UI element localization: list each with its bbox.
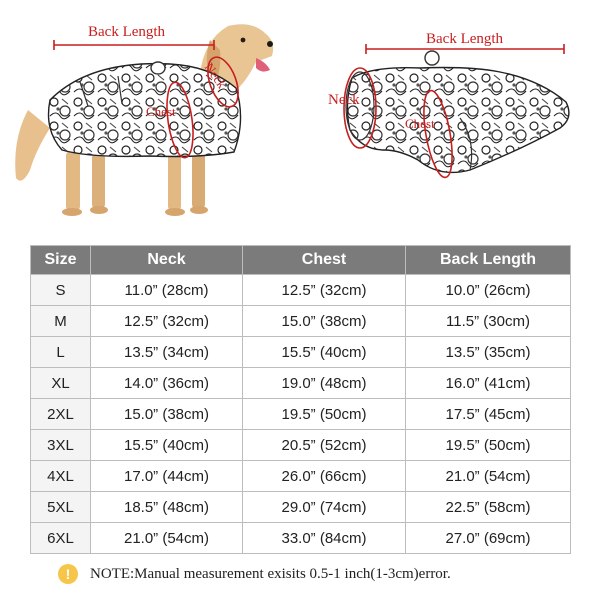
back-length-cell: 10.0” (26cm) xyxy=(406,275,571,306)
neck-cell: 12.5” (32cm) xyxy=(91,306,243,337)
back-length-cell: 11.5” (30cm) xyxy=(406,306,571,337)
table-row xyxy=(31,399,571,430)
coat-figure xyxy=(346,51,569,172)
table-row xyxy=(31,306,571,337)
chest-cell: 20.5” (52cm) xyxy=(243,430,406,461)
size-cell: 6XL xyxy=(31,523,91,554)
size-cell: 4XL xyxy=(31,461,91,492)
back-length-cell: 22.5” (58cm) xyxy=(406,492,571,523)
chest-cell: 15.5” (40cm) xyxy=(243,337,406,368)
measurement-note xyxy=(58,562,451,586)
chest-cell: 29.0” (74cm) xyxy=(243,492,406,523)
header-back-length: Back Length xyxy=(406,246,571,275)
back-length-cell: 13.5” (35cm) xyxy=(406,337,571,368)
chest-label-dog: Chest xyxy=(146,104,176,119)
chest-cell: 15.0” (38cm) xyxy=(243,306,406,337)
size-cell: L xyxy=(31,337,91,368)
neck-cell: 14.0” (36cm) xyxy=(91,368,243,399)
note-text: NOTE:Manual measurement exisits 0.5-1 inch(1-3cm)error. xyxy=(90,565,451,582)
neck-cell: 15.0” (38cm) xyxy=(91,399,243,430)
table-row xyxy=(31,523,571,554)
table-row xyxy=(31,492,571,523)
size-cell: S xyxy=(31,275,91,306)
table-row xyxy=(31,337,571,368)
exclamation-icon: ! xyxy=(58,564,78,584)
size-cell: M xyxy=(31,306,91,337)
back-length-label-coat: Back Length xyxy=(426,31,504,47)
neck-cell: 11.0” (28cm) xyxy=(91,275,243,306)
size-chart xyxy=(30,245,570,547)
table-row xyxy=(31,461,571,492)
neck-label-coat: Neck xyxy=(328,92,360,108)
back-length-cell: 16.0” (41cm) xyxy=(406,368,571,399)
size-cell: 2XL xyxy=(31,399,91,430)
header-chest: Chest xyxy=(243,246,406,275)
neck-cell: 13.5” (34cm) xyxy=(91,337,243,368)
chest-cell: 26.0” (66cm) xyxy=(243,461,406,492)
table-row xyxy=(31,430,571,461)
size-cell: 3XL xyxy=(31,430,91,461)
back-length-label-dog: Back Length xyxy=(88,24,166,40)
neck-label-dog: Neck xyxy=(201,60,230,92)
chest-cell: 33.0” (84cm) xyxy=(243,523,406,554)
header-neck: Neck xyxy=(91,246,243,275)
neck-cell: 15.5” (40cm) xyxy=(91,430,243,461)
back-length-cell: 17.5” (45cm) xyxy=(406,399,571,430)
neck-cell: 18.5” (48cm) xyxy=(91,492,243,523)
size-cell: XL xyxy=(31,368,91,399)
chest-cell: 19.0” (48cm) xyxy=(243,368,406,399)
chest-cell: 12.5” (32cm) xyxy=(243,275,406,306)
chest-cell: 19.5” (50cm) xyxy=(243,399,406,430)
table-row xyxy=(31,275,571,306)
neck-cell: 17.0” (44cm) xyxy=(91,461,243,492)
back-length-cell: 19.5” (50cm) xyxy=(406,430,571,461)
table-row xyxy=(31,368,571,399)
chest-label-coat: Chest xyxy=(405,116,435,131)
dog-figure xyxy=(15,24,273,216)
size-cell: 5XL xyxy=(31,492,91,523)
back-length-cell: 21.0” (54cm) xyxy=(406,461,571,492)
neck-cell: 21.0” (54cm) xyxy=(91,523,243,554)
back-length-cell: 27.0” (69cm) xyxy=(406,523,571,554)
table-header-row xyxy=(31,246,571,275)
measurement-illustrations xyxy=(0,0,600,235)
header-size: Size xyxy=(31,246,91,275)
size-table xyxy=(30,245,571,554)
